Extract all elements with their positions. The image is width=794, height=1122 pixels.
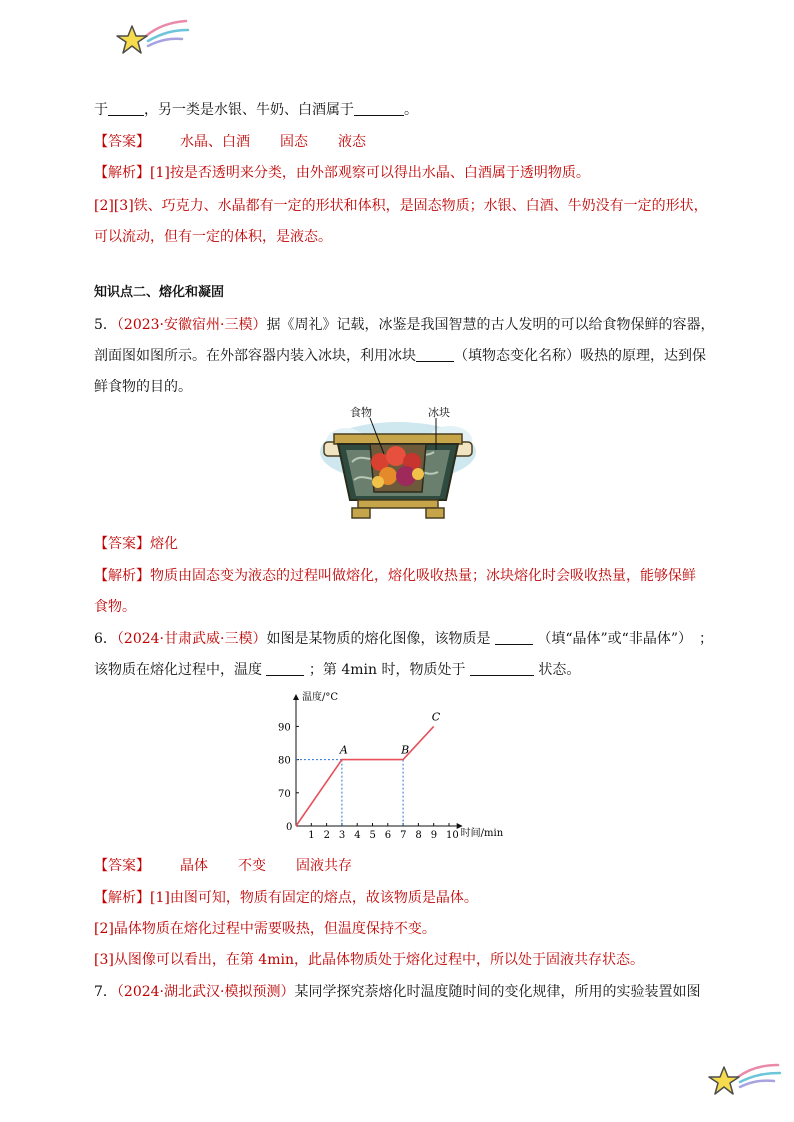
section-heading: 知识点二、熔化和凝固 (94, 285, 225, 300)
q6-source: （2024·甘肃武威·三模） (116, 631, 267, 647)
y-tick-label: 70 (278, 788, 291, 800)
answer-value-2: 固态 (280, 134, 308, 150)
explanation-4-line-2: [2][3]铁、巧克力、水晶都有一定的形状和体积，是固态物质；水银、白酒、牛奶没有一定的形状， (94, 198, 708, 214)
q6-blank-1[interactable] (495, 630, 533, 645)
y-axis-arrow (293, 694, 299, 700)
q6-text-2b: ；第 4min 时，物质处于 (308, 662, 466, 678)
q5-number: 5． (94, 317, 117, 333)
answer-label: 【答案】 (94, 536, 150, 552)
y-tick-label: 80 (278, 755, 291, 767)
answer-label: 【答案】 (94, 134, 150, 150)
question-5-line-1 (94, 315, 714, 335)
melting-chart (270, 686, 530, 846)
x-tick-label: 6 (384, 830, 392, 841)
question-5-line-3: 鲜食物的目的。 (94, 379, 192, 395)
explanation-5-line-2: 食物。 (94, 599, 136, 615)
y-axis-label: 温度/°C (302, 692, 339, 703)
question-5-line-2 (94, 346, 706, 366)
q7-source: （2024·湖北武汉·模拟预测） (116, 984, 295, 1000)
answer-value-1: 水晶、白酒 (180, 134, 250, 150)
explanation-6-line-2: [2]晶体物质在熔化过程中需要吸热，但温度保持不变。 (94, 921, 436, 937)
explanation-4-line-3: 可以流动，但有一定的体积，是液态。 (94, 229, 332, 245)
q4-text-c: 。 (404, 102, 418, 118)
explanation-5-line-1: 【解析】物质由固态变为液态的过程叫做熔化，熔化吸收热量；冰块熔化时会吸收热量，能够保鲜 (94, 568, 696, 584)
shooting-star-icon-bottom (706, 1058, 782, 1100)
answer-6 (94, 856, 352, 876)
shooting-star-icon-top (112, 14, 190, 60)
x-tick-label: 9 (430, 830, 438, 841)
question-6-line-2 (94, 660, 580, 680)
q6-text-2c: 状态。 (538, 662, 581, 678)
ice-bucket-illustration (318, 404, 478, 522)
x-tick-label: 1 (308, 830, 315, 841)
x-tick-label: 3 (338, 830, 346, 841)
q6-blank-2[interactable] (266, 661, 304, 676)
q6-text-2a: 该物质在熔化过程中，温度 (94, 662, 262, 678)
answer-label: 【答案】 (94, 858, 150, 874)
ice-label: 冰块 (428, 406, 450, 419)
y-tick-label: 90 (278, 722, 291, 734)
q4-text-b: ，另一类是水银、牛奶、白酒属于 (144, 102, 354, 118)
x-tick-label: 10 (446, 830, 459, 841)
point-label-c: C (431, 710, 441, 724)
q7-number: 7． (94, 984, 117, 1000)
answer-value-2: 不变 (238, 858, 266, 874)
answer-4 (94, 132, 366, 152)
x-tick-label: 7 (400, 830, 407, 841)
point-label-b: B (401, 743, 410, 757)
q6-text-1a: 如图是某物质的熔化图像，该物质是 (266, 631, 491, 647)
explanation-6-line-3: [3]从图像可以看出，在第 4min，此晶体物质处于熔化过程中，所以处于固液共存状态。 (94, 952, 644, 968)
q4-blank-2[interactable] (354, 101, 404, 116)
x-tick-label: 4 (354, 830, 361, 841)
x-axis-label: 时间/min (460, 828, 504, 839)
x-tick-label: 5 (369, 830, 376, 841)
q6-text-1b: （填“晶体”或“非晶体”） ； (537, 631, 713, 647)
x-tick-label: 8 (415, 830, 422, 841)
q6-blank-3[interactable] (470, 661, 534, 676)
q5-blank[interactable] (416, 347, 454, 362)
q4-blank-1[interactable] (108, 101, 144, 116)
q5-text-1: 据《周礼》记载，冰鉴是我国智慧的古人发明的可以给食物保鲜的容器， (266, 317, 715, 333)
q5-text-2a: 剖面图如图所示。在外部容器内装入冰块，利用冰块 (94, 348, 416, 364)
series-line (296, 726, 434, 826)
explanation-4-line-1: 【解析】[1]按是否透明来分类，由外部观察可以得出水晶、白酒属于透明物质。 (94, 165, 590, 181)
explanation-6-line-1: 【解析】[1]由图可知，物质有固定的熔点，故该物质是晶体。 (94, 890, 478, 906)
origin-label: 0 (286, 822, 293, 833)
answer-5 (94, 534, 178, 554)
q4-text-a: 于 (94, 102, 108, 118)
q6-number: 6． (94, 631, 117, 647)
question-6-line-1 (94, 629, 713, 649)
answer-value-3: 固液共存 (296, 858, 352, 874)
answer-value-1: 晶体 (180, 858, 208, 874)
question-7-line-1 (94, 982, 700, 1002)
x-tick-label: 2 (323, 830, 330, 841)
point-label-a: A (339, 743, 348, 757)
answer-value: 熔化 (150, 536, 178, 552)
q5-source: （2023·安徽宿州·三模） (116, 317, 267, 333)
q5-text-2b: （填物态变化名称）吸热的原理，达到保 (454, 348, 706, 364)
q7-text-1: 某同学探究萘熔化时温度随时间的变化规律，所用的实验装置如图 (294, 984, 701, 1000)
answer-value-3: 液态 (338, 134, 366, 150)
question-4-tail (94, 100, 418, 120)
food-label: 食物 (350, 406, 372, 419)
